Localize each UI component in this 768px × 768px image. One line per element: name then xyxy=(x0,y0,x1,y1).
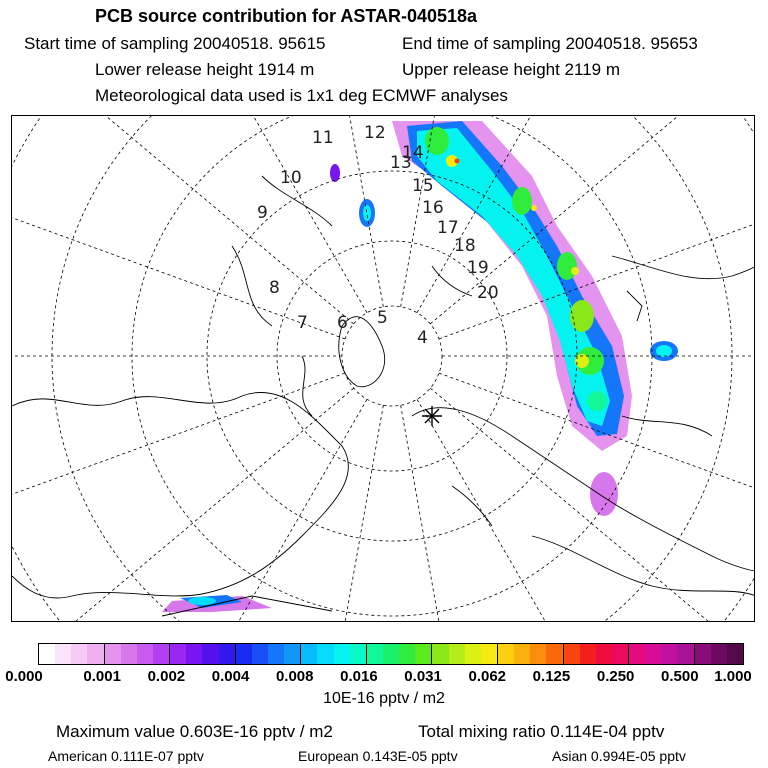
color-legend-bar xyxy=(38,643,744,665)
legend-tick-label: 0.125 xyxy=(532,668,571,685)
legend-color-cell xyxy=(235,644,252,664)
legend-color-cell xyxy=(202,644,218,664)
legend-color-cell xyxy=(252,644,268,664)
legend-color-cell xyxy=(268,644,284,664)
legend-tick-label: 0.008 xyxy=(275,668,314,685)
european-contribution-label: European 0.143E-05 pptv xyxy=(298,748,458,764)
legend-color-cell xyxy=(415,644,431,664)
meridian-line xyxy=(401,405,549,622)
legend-tick-label: 0.002 xyxy=(147,668,186,685)
day-label-10: 10 xyxy=(280,168,302,188)
polar-map xyxy=(11,115,755,622)
legend-color-cell xyxy=(366,644,383,664)
day-label-17: 17 xyxy=(437,218,459,238)
day-label-7: 7 xyxy=(297,313,308,333)
legend-tick-label: 0.000 xyxy=(5,668,43,685)
legend-color-cell xyxy=(104,644,121,664)
receptor-star-icon xyxy=(422,406,442,426)
legend-tick-label: 0.001 xyxy=(83,668,121,685)
legend-color-cell xyxy=(677,644,693,664)
day-label-4: 4 xyxy=(417,328,428,348)
total-mixing-ratio-label: Total mixing ratio 0.114E-04 pptv xyxy=(418,722,665,741)
legend-tick-label: 0.062 xyxy=(468,668,507,685)
legend-color-cell xyxy=(153,644,169,664)
legend-tick-label: 0.250 xyxy=(596,668,635,685)
map-title: PCB source contribution for ASTAR-040518a xyxy=(95,6,478,26)
legend-color-cell xyxy=(727,644,743,664)
legend-color-cell xyxy=(137,644,153,664)
meridian-line xyxy=(12,388,354,622)
legend-color-cell xyxy=(219,644,235,664)
day-label-6: 6 xyxy=(337,313,348,333)
legend-tick-label: 1.000 xyxy=(714,668,752,685)
day-label-9: 9 xyxy=(257,203,268,223)
legend-color-cell xyxy=(580,644,596,664)
day-label-15: 15 xyxy=(412,176,434,196)
legend-color-cell xyxy=(449,644,465,664)
legend-tick-label: 0.004 xyxy=(211,668,250,685)
legend-color-cell xyxy=(514,644,530,664)
day-label-12: 12 xyxy=(364,123,386,143)
end-time-label: End time of sampling 20040518. 95653 xyxy=(402,34,698,53)
start-time-label: Start time of sampling 20040518. 95615 xyxy=(24,34,326,53)
legend-color-cell xyxy=(628,644,645,664)
lower-release-height-label: Lower release height 1914 m xyxy=(95,60,315,79)
day-label-18: 18 xyxy=(454,236,476,256)
legend-unit-label: 10E-16 pptv / m2 xyxy=(323,690,445,707)
legend-color-cell xyxy=(121,644,137,664)
legend-color-cell xyxy=(71,644,87,664)
legend-color-cell xyxy=(284,644,300,664)
meridian-line xyxy=(236,405,384,622)
day-label-11: 11 xyxy=(312,128,334,148)
meteorological-data-label: Meteorological data used is 1x1 deg ECMWF analyses xyxy=(95,86,508,105)
legend-color-cell xyxy=(399,644,415,664)
legend-color-cell xyxy=(55,644,71,664)
legend-color-cell xyxy=(465,644,481,664)
legend-color-cell xyxy=(481,644,497,664)
legend-color-cell xyxy=(334,644,350,664)
legend-color-cell xyxy=(383,644,399,664)
legend-color-cell xyxy=(350,644,366,664)
legend-tick-label: 0.016 xyxy=(340,668,378,685)
legend-color-cell xyxy=(694,644,711,664)
legend-tick-label: 0.031 xyxy=(404,668,442,685)
day-label-13: 13 xyxy=(390,153,412,173)
day-label-16: 16 xyxy=(422,198,444,218)
legend-color-cell xyxy=(596,644,612,664)
meridian-line xyxy=(12,373,345,622)
legend-color-cell xyxy=(317,644,333,664)
day-label-14: 14 xyxy=(402,143,424,163)
legend-color-cell xyxy=(645,644,661,664)
asian-contribution-label: Asian 0.994E-05 pptv xyxy=(552,748,686,764)
legend-color-cell xyxy=(87,644,103,664)
legend-color-cell xyxy=(431,644,448,664)
map-canvas xyxy=(12,116,755,622)
day-label-19: 19 xyxy=(467,258,489,278)
legend-color-cell xyxy=(563,644,580,664)
legend-color-cell xyxy=(300,644,317,664)
legend-color-cell xyxy=(169,644,186,664)
legend-tick-label: 0.500 xyxy=(661,668,699,685)
legend-color-cell xyxy=(497,644,514,664)
legend-color-cell xyxy=(39,644,55,664)
upper-release-height-label: Upper release height 2119 m xyxy=(402,60,620,79)
legend-color-cell xyxy=(186,644,202,664)
maximum-value-label: Maximum value 0.603E-16 pptv / m2 xyxy=(56,722,333,741)
color-legend-ticks xyxy=(0,668,768,688)
legend-color-cell xyxy=(711,644,727,664)
meridian-line xyxy=(12,116,354,324)
meridian-line xyxy=(12,399,367,622)
legend-color-cell xyxy=(661,644,677,664)
legend-color-cell xyxy=(546,644,562,664)
day-label-5: 5 xyxy=(377,308,388,328)
legend-color-cell xyxy=(530,644,546,664)
day-label-20: 20 xyxy=(477,283,499,303)
coastlines xyxy=(12,176,755,616)
legend-color-cell xyxy=(612,644,628,664)
meridian-line xyxy=(12,116,345,339)
day-label-8: 8 xyxy=(269,278,280,298)
american-contribution-label: American 0.111E-07 pptv xyxy=(48,748,204,764)
